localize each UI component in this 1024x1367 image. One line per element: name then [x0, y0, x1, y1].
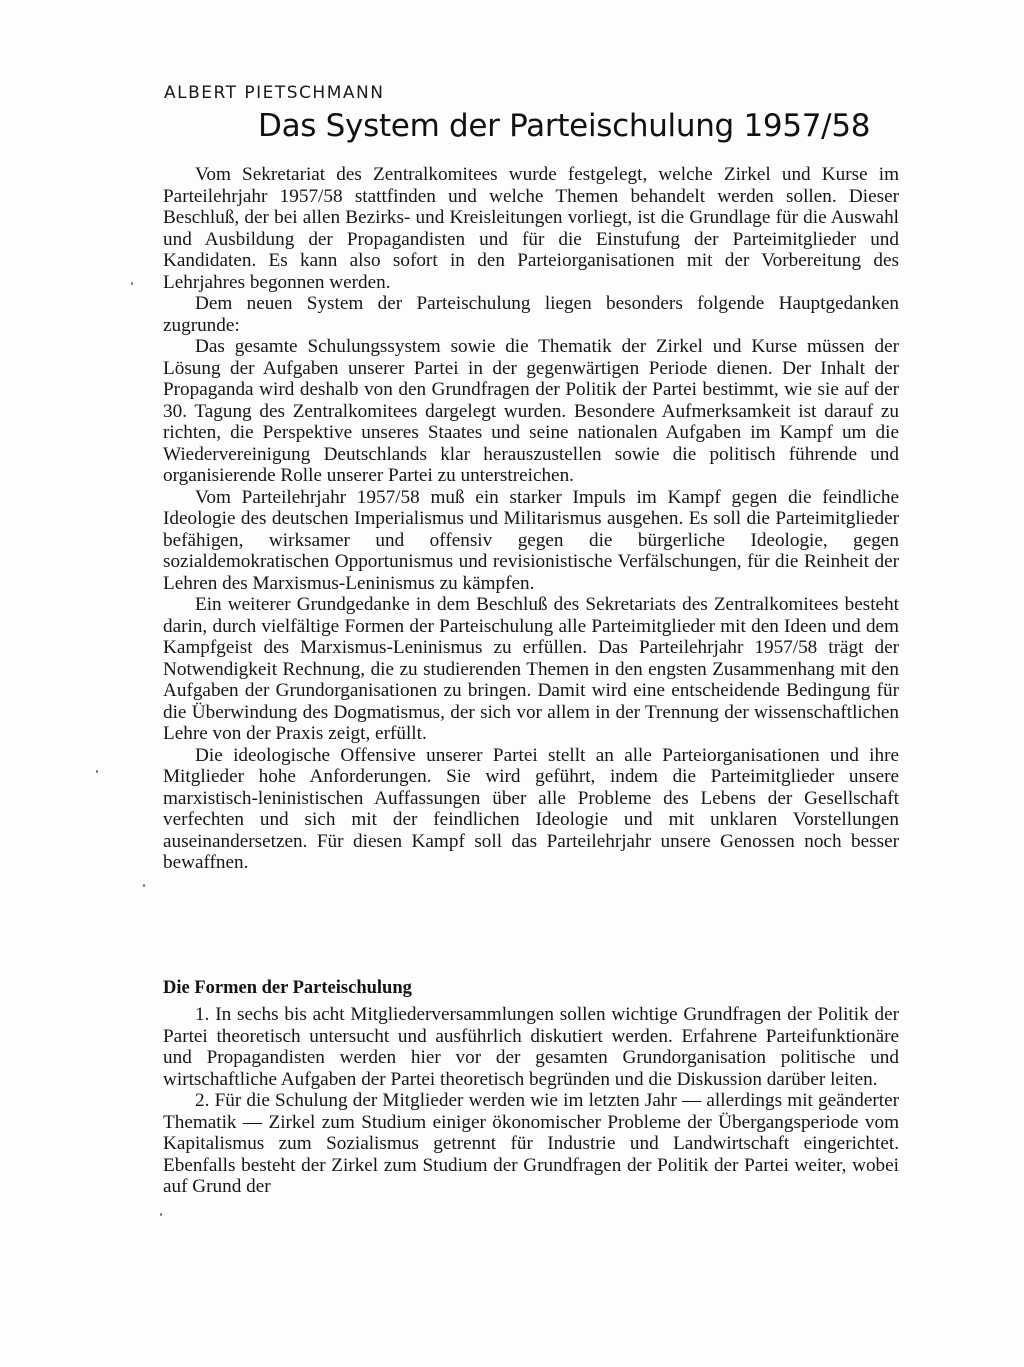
author-name: ALBERT PIETSCHMANN — [164, 83, 385, 103]
section-heading: Die Formen der Parteischulung — [163, 978, 412, 998]
paragraph: 1. In sechs bis acht Mitgliederversammlungen sollen wichtige Grundfragen der Politik der Partei theoretisch untersucht und ausführlich diskutiert werden. Erfahrene Parteifunktionäre und Propagandisten werden hier vor der gesamten Grundorganisation politische und wirtschaftliche Aufgaben der Partei theoretisch begründen und die Diskussion darüber leiten. — [163, 1004, 899, 1090]
scan-speck — [143, 884, 145, 887]
scan-speck — [96, 770, 98, 773]
paragraph: Die ideologische Offensive unserer Partei stellt an alle Parteiorganisationen und ihre Mitglieder hohe Anforderungen. Sie wird geführt, indem die Parteimitglieder unsere marxistisch-leninistischen Auffassungen über alle Probleme des Lebens der Gesellschaft verfechten und sich mit der feindlichen Ideologie und mit unklaren Vorstellungen auseinandersetzen. Für diesen Kampf soll das Parteilehrjahr unsere Genossen noch besser bewaffnen. — [163, 744, 899, 873]
paragraph: Dem neuen System der Parteischulung liegen besonders folgende Hauptgedanken zugrunde: — [163, 293, 899, 336]
article-title: Das System der Parteischulung 1957/58 — [258, 108, 871, 144]
scan-speck — [160, 1213, 162, 1216]
paragraph: Ein weiterer Grundgedanke in dem Beschluß des Sekretariats des Zentralkomitees besteht darin, durch vielfältige Formen der Parteischulung alle Parteimitglieder mit den Ideen und dem Kampfgeist des Marxismus-Leninismus zu erfüllen. Das Parteilehrjahr 1957/58 trägt der Notwendigkeit Rechnung, die zu studierenden Themen in den engsten Zusammenhang mit den Aufgaben der Grundorganisationen zu bringen. Damit wird eine entscheidende Bedingung für die Überwindung des Dogmatismus, der sich vor allem in der Trennung der wissenschaftlichen Lehre von der Praxis zeigt, erfüllt. — [163, 594, 899, 744]
paragraph: Vom Sekretariat des Zentralkomitees wurde festgelegt, welche Zirkel und Kurse im Parteilehrjahr 1957/58 stattfinden und welche Themen behandelt werden sollen. Dieser Beschluß, der bei allen Bezirks- und Kreisleitungen vorliegt, ist die Grundlage für die Auswahl und Ausbildung der Propagandisten und für die Einstufung der Parteimitglieder und Kandidaten. Es kann also sofort in den Parteiorganisationen mit der Vorbereitung des Lehrjahres begonnen werden. — [163, 164, 899, 293]
paragraph: 2. Für die Schulung der Mitglieder werden wie im letzten Jahr — allerdings mit geänderter Thematik — Zirkel zum Studium einiger ökonomischer Probleme der Übergangsperiode vom Kapitalismus zum Sozialismus getrennt für Industrie und Landwirtschaft eingerichtet. Ebenfalls besteht der Zirkel zum Studium der Grundfragen der Politik der Partei weiter, wobei auf Grund der — [163, 1090, 899, 1197]
section-body — [163, 1004, 899, 1198]
paragraph: Das gesamte Schulungssystem sowie die Thematik der Zirkel und Kurse müssen der Lösung der Aufgaben unserer Partei in der gegenwärtigen Periode dienen. Der Inhalt der Propaganda wird deshalb von den Grundfragen der Politik der Partei bestimmt, wie sie auf der 30. Tagung des Zentralkomitees dargelegt wurden. Besondere Aufmerksamkeit ist darauf zu richten, die Perspektive unseres Staates und seine nationalen Aufgaben im Kampf um die Wiedervereinigung Deutschlands klar herauszustellen sowie die politisch führende und organisierende Rolle unserer Partei zu unterstreichen. — [163, 336, 899, 486]
paragraph: Vom Parteilehrjahr 1957/58 muß ein starker Impuls im Kampf gegen die feindliche Ideologie des deutschen Imperialismus und Militarismus ausgehen. Es soll die Parteimitglieder befähigen, wirksamer und offensiv gegen die bürgerliche Ideologie, gegen sozialdemokratischen Opportunismus und revisionistische Verfälschungen, für die Reinheit der Lehren des Marxismus-Leninismus zu kämpfen. — [163, 486, 899, 594]
scan-speck — [131, 282, 133, 285]
article-body — [163, 164, 899, 874]
